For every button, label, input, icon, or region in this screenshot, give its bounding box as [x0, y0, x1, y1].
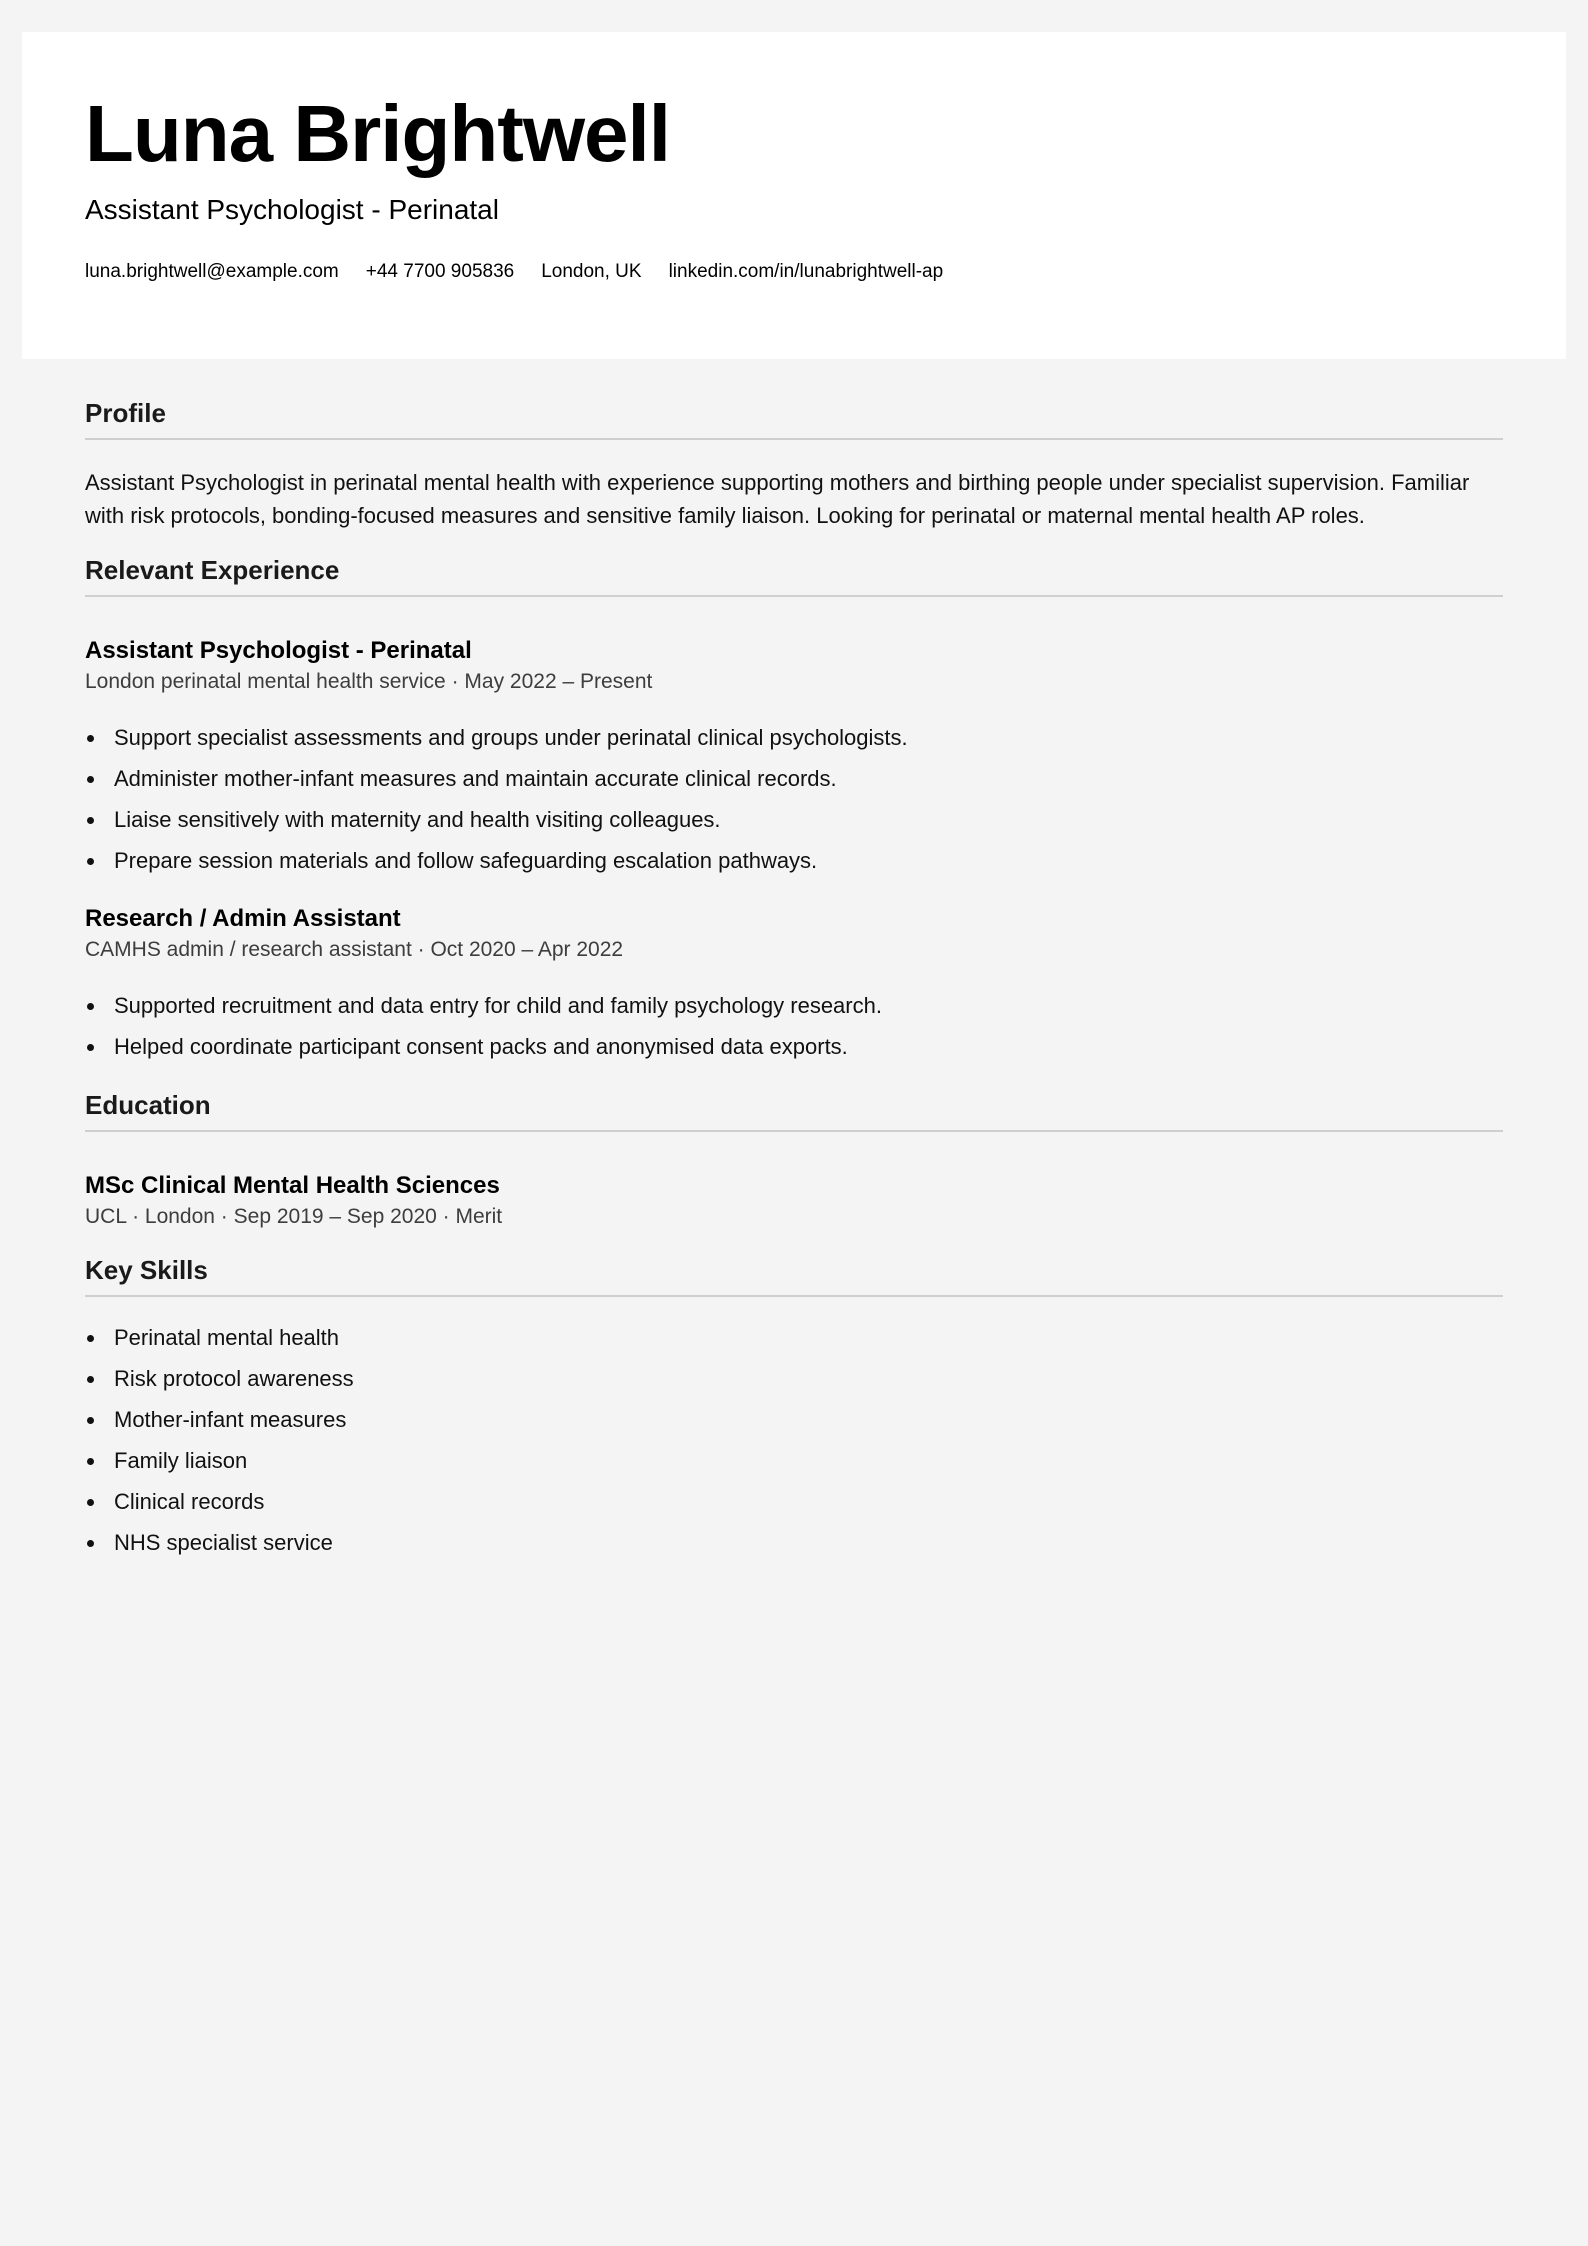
- section-divider: [85, 438, 1503, 440]
- candidate-headline: Assistant Psychologist - Perinatal: [85, 194, 499, 225]
- degree-title: MSc Clinical Mental Health Sciences: [85, 1172, 500, 1199]
- contact-bar: [85, 262, 943, 281]
- job-bullets: [85, 717, 1503, 881]
- contact-linkedin: linkedin.com/in/lunabrightwell-ap: [668, 261, 944, 282]
- section-title-education: Education: [85, 1090, 211, 1120]
- section-title-experience: Relevant Experience: [85, 555, 340, 585]
- skills-section: [85, 1251, 1503, 1563]
- section-divider: [85, 1295, 1503, 1297]
- job-meta: London perinatal mental health service · May 2022 – Present: [85, 670, 653, 693]
- experience-section: [85, 551, 1503, 1067]
- bullet-item: Helped coordinate participant consent packs and anonymised data exports.: [114, 1026, 1503, 1067]
- bullet-item: Supported recruitment and data entry for child and family psychology research.: [114, 985, 1503, 1026]
- profile-summary: Assistant Psychologist in perinatal mental health with experience supporting mothers and birthing people under specialist supervision. Familiar with risk protocols, bonding-focused measures and sensitive family liaison. Looking for perinatal or maternal mental health AP roles.: [85, 470, 1470, 528]
- section-title-profile: Profile: [85, 398, 166, 428]
- education-section: [85, 1086, 1503, 1232]
- skill-item: Risk protocol awareness: [114, 1358, 1503, 1399]
- job-meta: CAMHS admin / research assistant · Oct 2020 – Apr 2022: [85, 938, 624, 961]
- candidate-name: Luna Brightwell: [85, 89, 670, 178]
- contact-email: luna.brightwell@example.com: [85, 261, 339, 282]
- resume-header: [22, 32, 1566, 359]
- job-bullets: [85, 985, 1503, 1067]
- skill-item: Clinical records: [114, 1481, 1503, 1522]
- skill-item: Mother-infant measures: [114, 1399, 1503, 1440]
- section-title-skills: Key Skills: [85, 1255, 208, 1285]
- contact-phone: +44 7700 905836: [365, 261, 515, 282]
- job-title: Assistant Psychologist - Perinatal: [85, 637, 472, 664]
- resume-body: [85, 394, 1503, 1563]
- skills-list: [85, 1317, 1503, 1563]
- section-divider: [85, 595, 1503, 597]
- skill-item: Family liaison: [114, 1440, 1503, 1481]
- job-title: Research / Admin Assistant: [85, 905, 401, 932]
- profile-section: [85, 394, 1503, 532]
- bullet-item: Support specialist assessments and groups under perinatal clinical psychologists.: [114, 717, 1503, 758]
- skill-item: NHS specialist service: [114, 1522, 1503, 1563]
- section-divider: [85, 1130, 1503, 1132]
- experience-entry: [85, 635, 1503, 881]
- skill-item: Perinatal mental health: [114, 1317, 1503, 1358]
- contact-location: London, UK: [541, 261, 642, 282]
- experience-entry: [85, 903, 1503, 1067]
- degree-meta: UCL · London · Sep 2019 – Sep 2020 · Merit: [85, 1205, 503, 1228]
- bullet-item: Prepare session materials and follow safeguarding escalation pathways.: [114, 840, 1503, 881]
- bullet-item: Liaise sensitively with maternity and health visiting colleagues.: [114, 799, 1503, 840]
- bullet-item: Administer mother-infant measures and maintain accurate clinical records.: [114, 758, 1503, 799]
- education-entry: [85, 1170, 1503, 1232]
